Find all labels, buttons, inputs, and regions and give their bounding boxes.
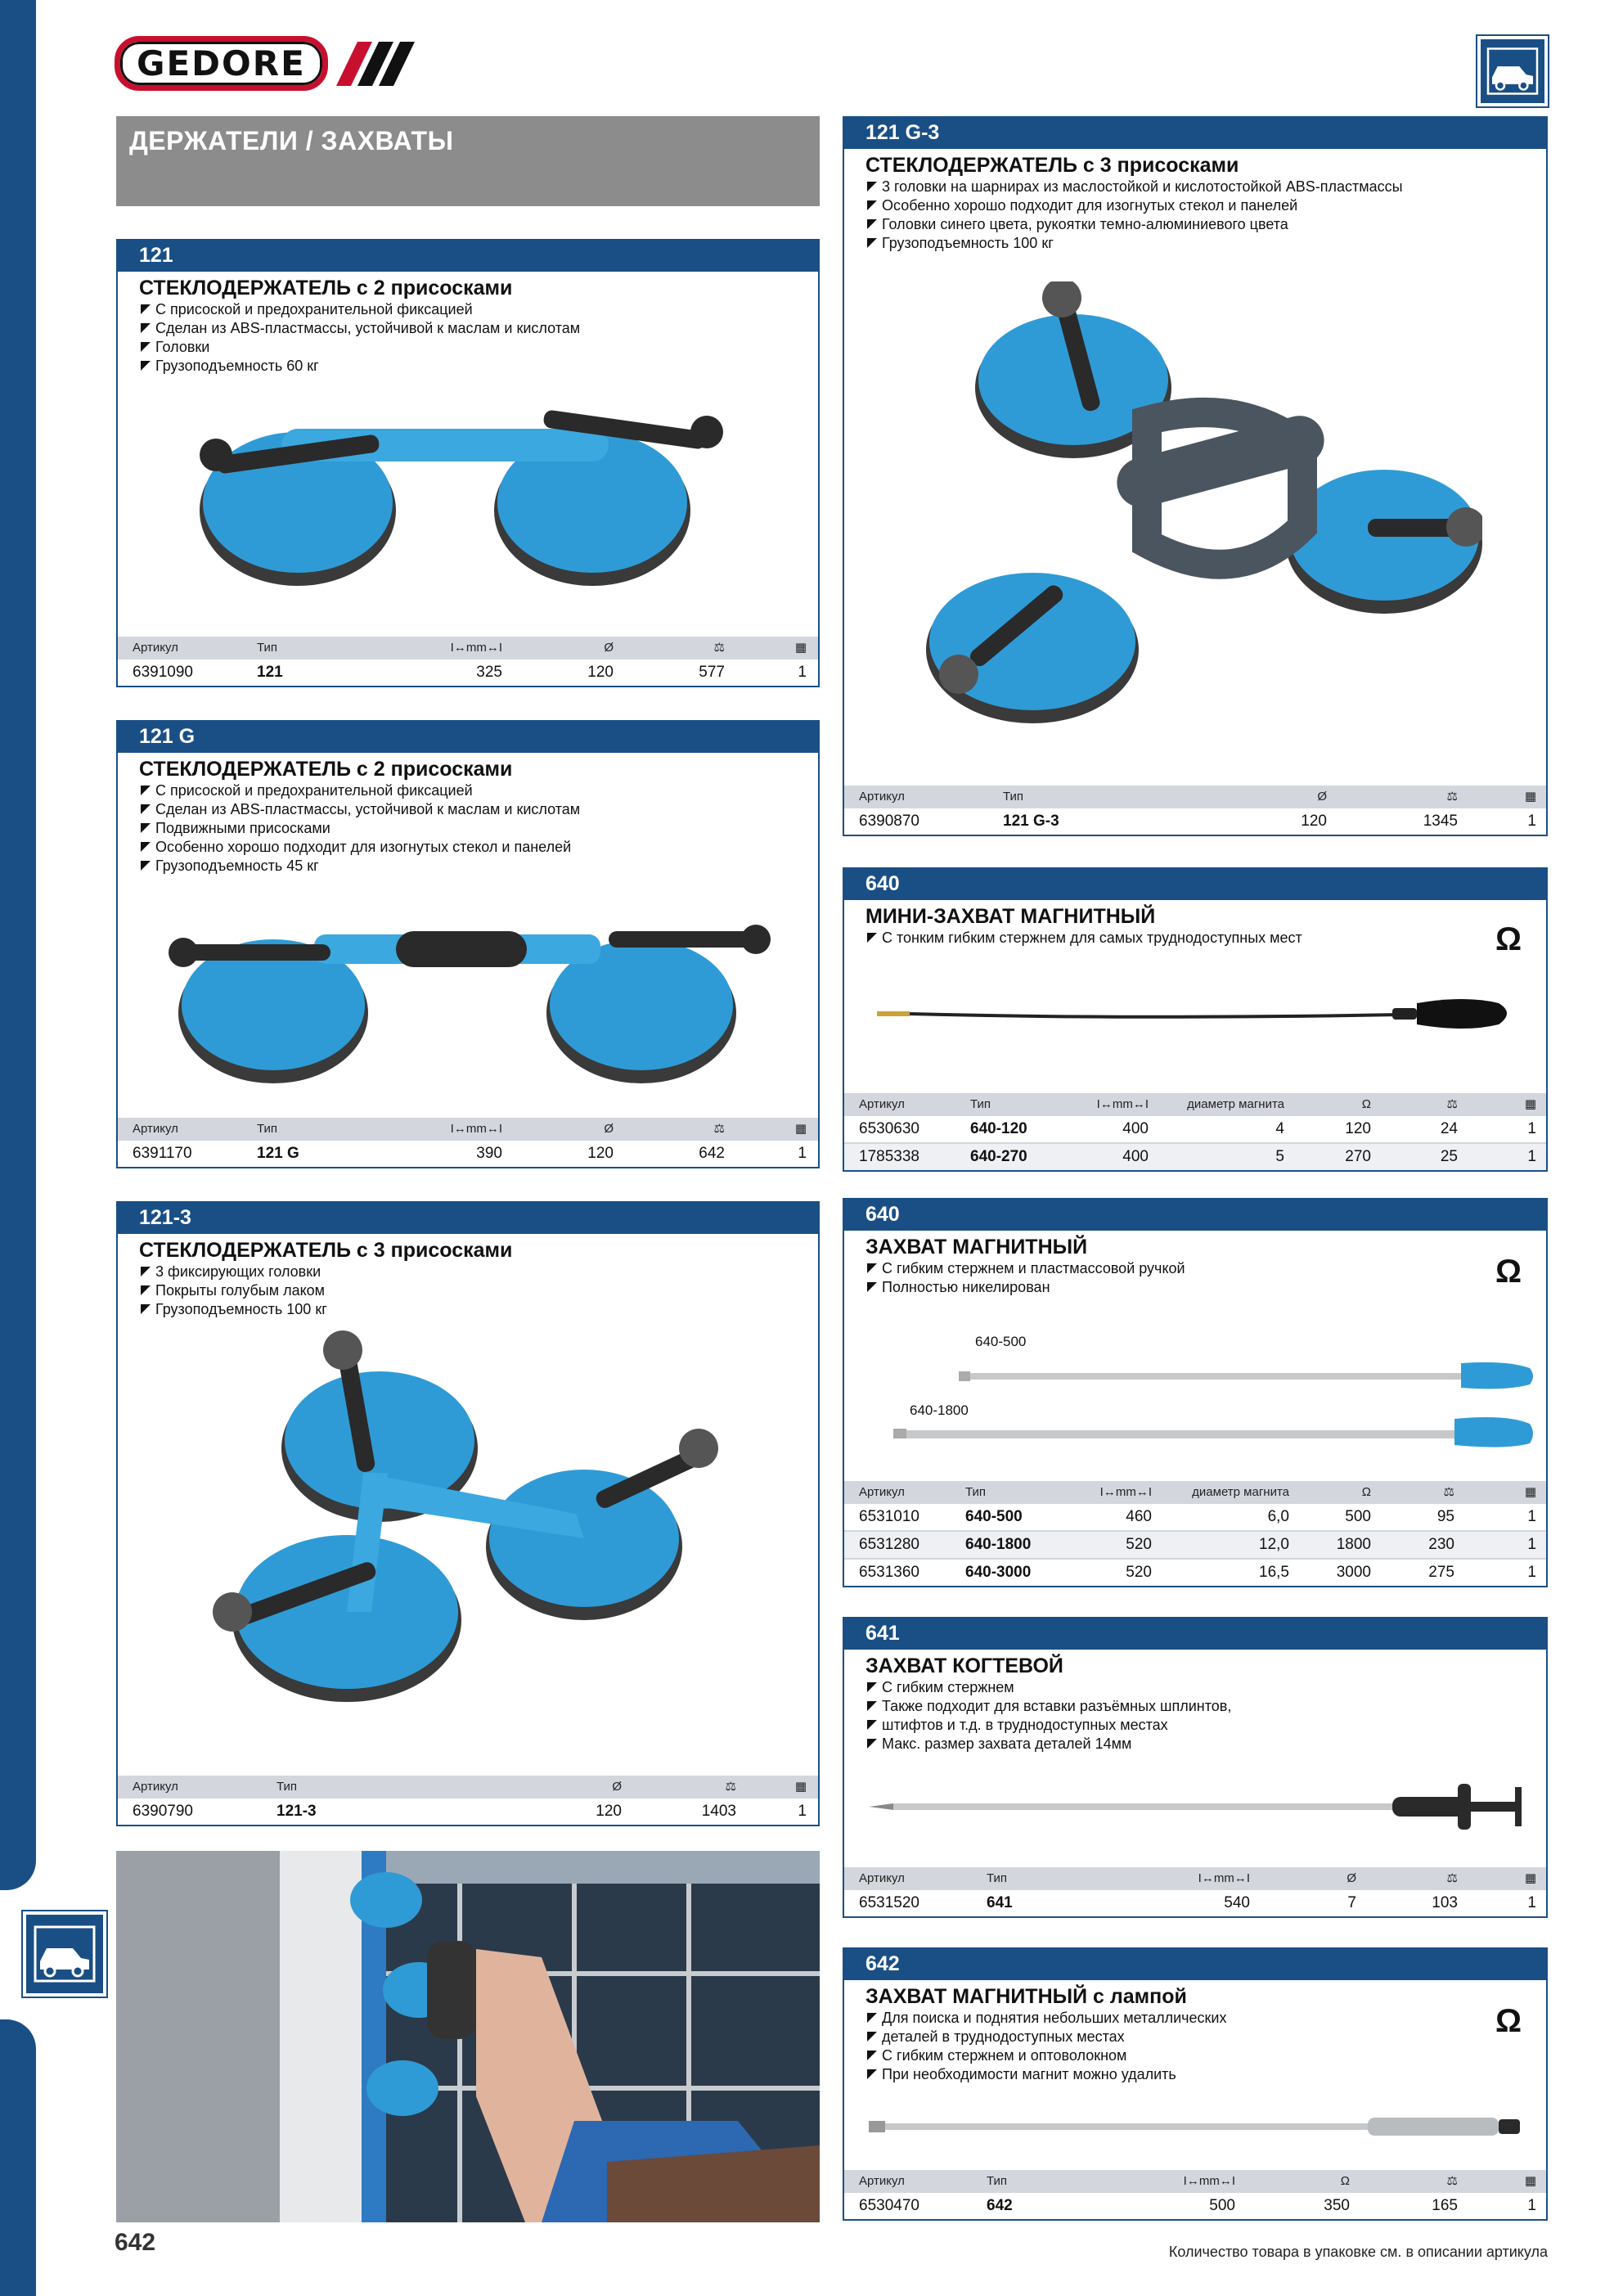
feature-item [865,1716,1525,1735]
product-image-642 [869,2109,1523,2142]
feature-item: Сделан из ABS-пластмассы, устойчивой к маслам и кислотам [139,319,797,338]
cell-type: 640-270 [970,1148,1027,1165]
cell-magnet-diameter: 12,0 [1259,1536,1289,1553]
product-image-121g [151,898,789,1095]
cell-article: 6390790 [133,1803,193,1820]
feature-item: Также подходит для вставки разъёмных шплинтов, [865,1697,1525,1716]
feature-item: Подвижными присосками [139,819,797,838]
cell-force: 120 [1345,1120,1371,1137]
logo-wordmark: GEDORE [115,36,328,91]
feature-item: Особенно хорошо подходит для изогнутых стекол и панелей [139,838,797,857]
cell-weight: 275 [1428,1564,1454,1581]
cell-article: 6390870 [859,813,919,830]
force-icon: Ω [1361,1096,1371,1111]
cell-force: 350 [1324,2197,1350,2214]
weight-icon: ⚖ [713,641,725,655]
spec-row [844,1889,1546,1916]
cell-type: 121 G [257,1145,299,1162]
col-article: Артикул [133,1779,178,1794]
image-label-640-500: 640-500 [975,1334,1027,1349]
col-type: Тип [965,1484,987,1499]
spec-row [844,1558,1546,1586]
feature-item: Макс. размер захвата деталей 14мм [865,1735,1525,1754]
cell-magnet-diameter: 4 [1275,1120,1284,1137]
cell-weight: 230 [1428,1536,1454,1553]
feature-item: 3 фиксирующих головки [139,1263,797,1281]
cell-force: 500 [1345,1508,1371,1525]
col-type: Тип [276,1779,298,1794]
weight-icon: ⚖ [713,1122,725,1136]
spec-table [844,786,1546,835]
spec-table [118,1118,818,1167]
feature-item: Особенно хорошо подходит для изогнутых стекол и панелей [865,196,1525,215]
page-number: 642 [115,2229,156,2256]
feature-list [118,300,818,376]
product-code: 121-3 [118,1203,818,1234]
product-code: 641 [844,1618,1546,1650]
cell-article: 6531280 [859,1536,919,1553]
pack-icon: ▦ [794,1122,807,1136]
product-code: 121 [118,241,818,272]
col-magnet-diameter: диаметр магнита [1192,1484,1289,1499]
pack-icon: ▦ [794,641,807,655]
col-article: Артикул [133,640,178,655]
pack-icon: ▦ [1524,2174,1536,2188]
product-card-121g [116,720,820,1168]
product-title: СТЕКЛОДЕРЖАТЕЛЬ с 3 присосками [139,1239,513,1262]
spec-table [844,1093,1546,1170]
feature-item: Грузоподъемность 100 кг [865,234,1525,253]
cell-magnet-diameter: 6,0 [1267,1508,1289,1525]
col-article: Артикул [859,789,905,804]
magnet-icon: Ω [1495,2003,1522,2039]
spec-row [118,658,818,686]
feature-item: С гибким стержнем и оптоволокном [865,2046,1525,2065]
col-type: Тип [970,1096,991,1111]
force-icon: Ω [1340,2173,1350,2188]
product-card-121g3 [843,116,1548,836]
cell-magnet-diameter: 5 [1275,1148,1284,1165]
product-image-121 [183,396,756,592]
feature-list [844,2009,1546,2084]
cell-weight: 642 [699,1145,725,1162]
car-category-icon[interactable] [23,1911,106,1997]
cell-pack: 1 [1527,1536,1536,1553]
feature-item: Грузоподъемность 45 кг [139,857,797,876]
pack-icon: ▦ [1524,1485,1536,1499]
product-image-640 [869,1352,1540,1458]
diameter-icon: Ø [1317,789,1327,804]
product-title: СТЕКЛОДЕРЖАТЕЛЬ с 2 присосками [139,277,513,299]
cell-force: 3000 [1336,1564,1371,1581]
section-title: ДЕРЖАТЕЛИ / ЗАХВАТЫ [116,116,820,206]
spec-row [844,807,1546,835]
cell-weight: 1345 [1423,813,1458,830]
feature-continuation: деталей в труднодоступных местах [882,2028,1125,2045]
spec-row [844,1502,1546,1530]
feature-item: С тонким гибким стержнем для самых труднодоступных мест [865,929,1525,948]
cell-article: 6391170 [133,1145,192,1162]
cell-diameter: 120 [587,1145,614,1162]
spec-header-row [844,1093,1546,1114]
cell-weight: 95 [1436,1508,1454,1525]
feature-list [844,1259,1546,1297]
side-band-top [0,0,36,1890]
cell-length: 540 [1224,1894,1250,1911]
cell-article: 6530630 [859,1120,919,1137]
feature-item: С присоской и предохранительной фиксацией [139,300,797,319]
product-title: МИНИ-ЗАХВАТ МАГНИТНЫЙ [865,905,1156,928]
cell-length: 460 [1126,1508,1152,1525]
cell-type: 640-3000 [965,1564,1032,1581]
cell-article: 6531360 [859,1564,919,1581]
product-title: СТЕКЛОДЕРЖАТЕЛЬ с 2 присосками [139,758,513,781]
cell-type: 121-3 [276,1803,317,1820]
feature-item: Головки синего цвета, рукоятки темно-алюминиевого цвета [865,215,1525,234]
cell-diameter: 120 [596,1803,622,1820]
cell-type: 640-120 [970,1120,1027,1137]
spec-table [844,1867,1546,1916]
feature-item: С гибким стержнем и пластмассовой ручкой [865,1259,1525,1278]
usage-photo [116,1851,820,2222]
col-type: Тип [987,1871,1008,1885]
cell-weight: 24 [1440,1120,1458,1137]
feature-item: С присоской и предохранительной фиксацией [139,781,797,800]
product-image-640-mini [877,992,1515,1041]
product-code: 640 [844,869,1546,900]
cell-type: 121 G-3 [1003,813,1059,830]
diameter-icon: Ø [604,1121,614,1136]
cell-article: 6391090 [133,664,193,681]
spec-row [844,1530,1546,1558]
col-magnet-diameter: диаметр магнита [1187,1096,1284,1111]
product-card-640 [843,1198,1548,1587]
cell-article: 6531010 [859,1508,919,1525]
cell-pack: 1 [1527,1564,1536,1581]
cell-length: 520 [1126,1536,1152,1553]
weight-icon: ⚖ [1446,2174,1458,2188]
footer-note: Количество товара в упаковке см. в описании артикула [1168,2244,1548,2260]
spec-table [844,2170,1546,2219]
spec-row [844,1114,1546,1142]
feature-item: 3 головки на шарнирах из маслостойкой и кислотостойкой ABS-пластмассы [865,178,1525,196]
image-label-640-1800: 640-1800 [910,1402,969,1418]
feature-item [865,2028,1525,2046]
product-title: ЗАХВАТ КОГТЕВОЙ [865,1654,1063,1677]
col-type: Тип [987,2173,1008,2188]
col-article: Артикул [133,1121,178,1136]
feature-item: С гибким стержнем [865,1678,1525,1697]
feature-continuation: штифтов и т.д. в труднодоступных местах [882,1717,1168,1733]
cell-pack: 1 [1527,1148,1536,1165]
cell-article: 1785338 [859,1148,919,1165]
feature-list [844,1678,1546,1754]
cell-pack: 1 [798,1803,807,1820]
product-code: 642 [844,1949,1546,1980]
spec-row [118,1797,818,1825]
cell-diameter: 7 [1347,1894,1356,1911]
product-code: 640 [844,1200,1546,1231]
cell-weight: 577 [699,664,725,681]
col-article: Артикул [859,1484,905,1499]
length-icon: I↔mm↔I [1099,1484,1152,1499]
feature-item: Сделан из ABS-пластмассы, устойчивой к маслам и кислотам [139,800,797,819]
product-image-641 [869,1782,1523,1831]
cell-article: 6531520 [859,1894,919,1911]
pack-icon: ▦ [1524,1097,1536,1111]
feature-list [118,781,818,876]
spec-table [118,1776,818,1825]
feature-list [844,929,1546,948]
cell-length: 325 [476,664,502,681]
feature-item: Для поиска и поднятия небольших металлических [865,2009,1525,2028]
cell-length: 400 [1122,1120,1149,1137]
product-title: ЗАХВАТ МАГНИТНЫЙ с лампой [865,1985,1187,2008]
product-image-121g3 [910,281,1482,740]
product-card-640-mini [843,867,1548,1172]
magnet-icon: Ω [1495,1254,1522,1290]
product-image-121-3 [200,1326,756,1735]
diameter-icon: Ø [1347,1871,1356,1885]
product-title: ЗАХВАТ МАГНИТНЫЙ [865,1236,1088,1258]
product-card-641 [843,1617,1548,1918]
cell-force: 270 [1345,1148,1371,1165]
product-card-121 [116,239,820,687]
product-card-121-3 [116,1201,820,1826]
spec-header-row [118,1776,818,1797]
spec-header-row [118,1118,818,1139]
pack-icon: ▦ [1524,790,1536,804]
force-icon: Ω [1361,1484,1371,1499]
magnet-icon: Ω [1495,921,1522,957]
weight-icon: ⚖ [1443,1485,1454,1499]
spec-header-row [844,1481,1546,1502]
feature-item: Грузоподъемность 60 кг [139,357,797,376]
length-icon: I↔mm↔I [1096,1096,1149,1111]
col-type: Тип [257,640,278,655]
col-article: Артикул [859,2173,905,2188]
spec-header-row [118,637,818,658]
car-category-icon-top[interactable] [1477,36,1548,106]
weight-icon: ⚖ [1446,1871,1458,1885]
length-icon: I↔mm↔I [450,1121,502,1136]
cell-type: 640-500 [965,1508,1023,1525]
spec-row [844,1142,1546,1170]
cell-weight: 103 [1432,1894,1458,1911]
cell-pack: 1 [1527,1508,1536,1525]
feature-item: Полностью никелирован [865,1278,1525,1297]
feature-list [118,1263,818,1319]
brand-logo[interactable] [115,36,426,91]
col-article: Артикул [859,1871,905,1885]
weight-icon: ⚖ [1446,790,1458,804]
cell-pack: 1 [1527,1120,1536,1137]
cell-weight: 25 [1440,1148,1458,1165]
diameter-icon: Ø [612,1779,622,1794]
cell-type: 121 [257,664,283,681]
cell-length: 390 [476,1145,502,1162]
cell-pack: 1 [1527,813,1536,830]
cell-weight: 165 [1432,2197,1458,2214]
cell-pack: 1 [798,664,807,681]
logo-stripes-icon [336,42,426,86]
cell-magnet-diameter: 16,5 [1259,1564,1289,1581]
cell-diameter: 120 [1301,813,1327,830]
cell-pack: 1 [1527,1894,1536,1911]
feature-item: При необходимости магнит можно удалить [865,2065,1525,2084]
col-type: Тип [1003,789,1024,804]
spec-row [118,1139,818,1167]
length-icon: I↔mm↔I [1198,1871,1250,1885]
feature-list [844,178,1546,253]
side-band-bottom [0,2019,36,2296]
product-card-642 [843,1947,1548,2221]
feature-item: Покрыты голубым лаком [139,1281,797,1300]
cell-force: 1800 [1336,1536,1371,1553]
cell-pack: 1 [798,1145,807,1162]
spec-table [844,1481,1546,1586]
pack-icon: ▦ [1524,1871,1536,1885]
product-code: 121 G [118,722,818,753]
cell-type: 640-1800 [965,1536,1032,1553]
cell-diameter: 120 [587,664,614,681]
feature-item: Грузоподъемность 100 кг [139,1300,797,1319]
weight-icon: ⚖ [1446,1097,1458,1111]
cell-weight: 1403 [701,1803,736,1820]
spec-row [844,2191,1546,2219]
length-icon: I↔mm↔I [1183,2173,1235,2188]
cell-pack: 1 [1527,2197,1536,2214]
cell-length: 520 [1126,1564,1152,1581]
cell-length: 400 [1122,1148,1149,1165]
weight-icon: ⚖ [725,1780,736,1794]
cell-article: 6530470 [859,2197,919,2214]
col-type: Тип [257,1121,278,1136]
col-article: Артикул [859,1096,905,1111]
cell-type: 642 [987,2197,1013,2214]
cell-type: 641 [987,1894,1013,1911]
cell-length: 500 [1209,2197,1235,2214]
length-icon: I↔mm↔I [450,640,502,655]
product-code: 121 G-3 [844,118,1546,149]
diameter-icon: Ø [604,640,614,655]
spec-table [118,637,818,686]
spec-header-row [844,1867,1546,1889]
spec-header-row [844,786,1546,807]
product-title: СТЕКЛОДЕРЖАТЕЛЬ с 3 присосками [865,154,1239,177]
spec-header-row [844,2170,1546,2191]
pack-icon: ▦ [794,1780,807,1794]
feature-item: Головки [139,338,797,357]
